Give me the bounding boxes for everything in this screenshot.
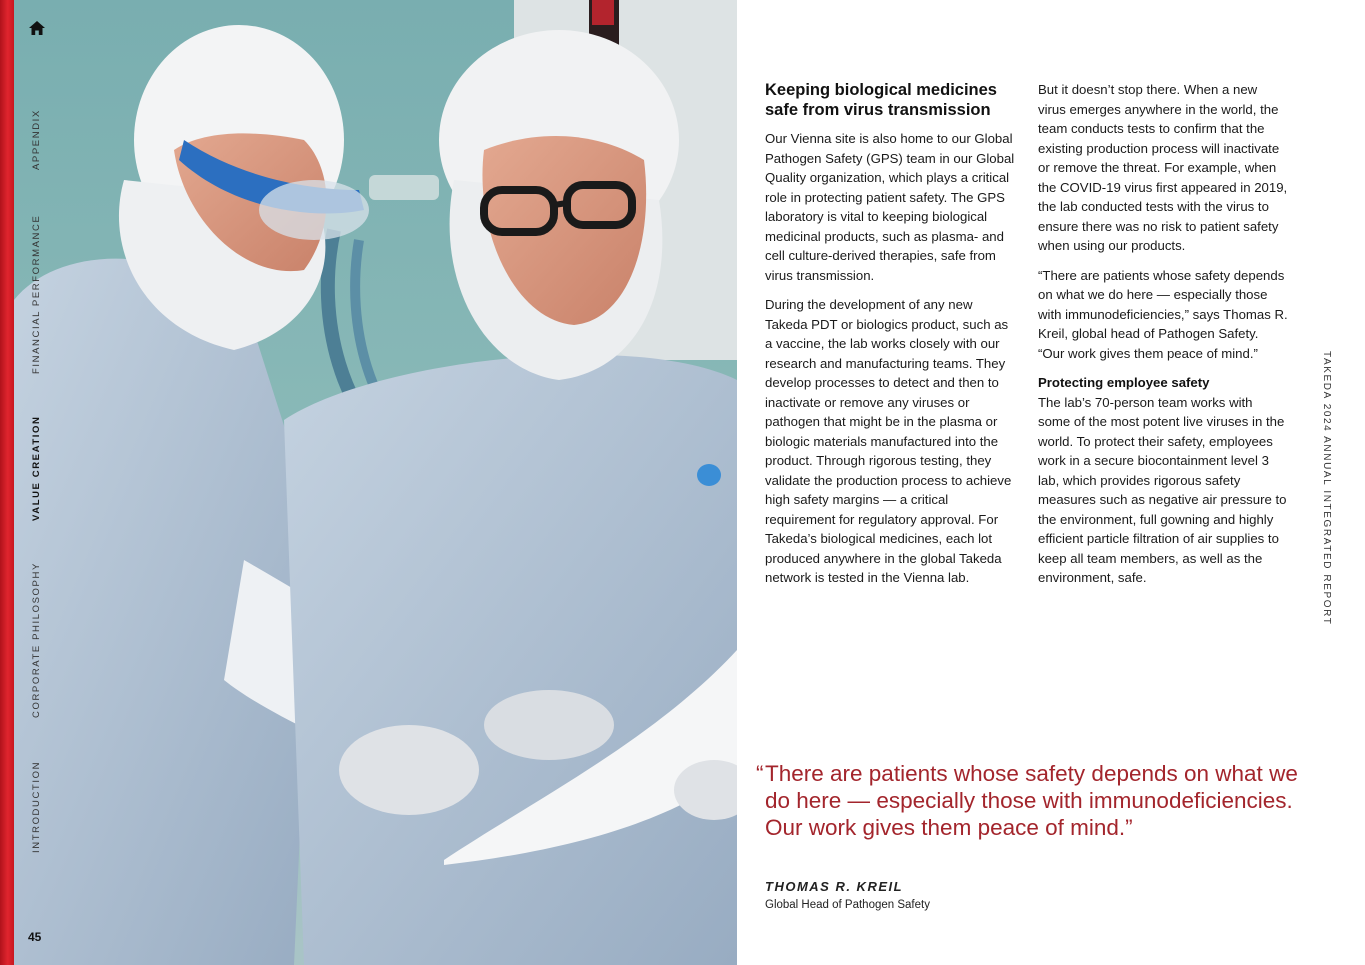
lab-scientists-photo — [14, 0, 737, 965]
article-paragraph: Our Vienna site is also home to our Global Pathogen Safety (GPS) team in our Global Quality organization, which plays a critical role in protecting patient safety. The GPS laboratory is vital to keeping biological medicinal products, such as plasma- and cell culture-derived therapies, safe from virus transmission. — [765, 131, 1015, 283]
page-number: 45 — [28, 930, 42, 944]
quote-attribution-name: THOMAS R. KREIL — [765, 879, 904, 894]
article-paragraph: During the development of any new Takeda PDT or biologics product, such as a vaccine, the lab works closely with our research and manufacturing teams. They develop processes to detect and then to inactivate or remove any viruses or pathogen that might be in the plasma or biologic materials manufactured into the product. Through rigorous testing, they validate the production process to achieve high safety margins — a critical requirement for regulatory approval. For Takeda’s biological medicines, each lot produced anywhere in the global Takeda network is tested in the Vienna lab. — [765, 297, 1012, 585]
article-paragraph: The lab’s 70-person team works with some of the most potent live viruses in the world. To protect their safety, employees work in a secure biocontainment level 3 lab, which provides rigorous safety measures such as negative air pressure to the environment, full gowning and highly efficient particle filtration of air supplies to keep all team members, as well as the environment, safe. — [1038, 394, 1287, 585]
article-column-right — [1038, 80, 1288, 598]
nav-financial-performance-label: FINANCIAL PERFORMANCE — [31, 214, 42, 374]
article-heading: Keeping biological medicines safe from virus transmission — [765, 81, 997, 119]
article-paragraph: “There are patients whose safety depends on what we do here — especially those with immunodeficiencies,” says Thomas R. Kreil, global head of Pathogen Safety. “Our work gives them peace of mind.” — [1038, 267, 1288, 361]
nav-introduction-label: INTRODUCTION — [31, 760, 42, 853]
nav-appendix-label: APPENDIX — [31, 109, 42, 170]
quote-attribution-title: Global Head of Pathogen Safety — [765, 899, 930, 911]
home-icon[interactable] — [28, 20, 46, 36]
quote-open-mark: “ — [756, 761, 764, 786]
nav-value-creation-label: VALUE CREATION — [31, 415, 42, 521]
article-paragraph: But it doesn’t stop there. When a new virus emerges anywhere in the world, the team conducts tests to confirm that the existing production process will inactivate or remove the threat. For example, when the COVID-19 virus first appeared in 2019, the lab conducted tests with the virus to ensure there was no risk to patient safety when using our products. — [1038, 82, 1288, 253]
brand-side-bar — [0, 0, 14, 965]
article-column-left — [765, 80, 1017, 598]
pull-quote — [756, 760, 1316, 841]
report-title-label: TAKEDA 2024 ANNUAL INTEGRATED REPORT — [1321, 351, 1332, 626]
article-subheading: Protecting employee safety — [1038, 375, 1210, 390]
nav-corporate-philosophy-label: CORPORATE PHILOSOPHY — [31, 562, 42, 718]
pull-quote-text: There are patients whose safety depends on what we do here — especially those with immunodeficiencies. Our work gives them peace of mind.” — [765, 761, 1298, 840]
